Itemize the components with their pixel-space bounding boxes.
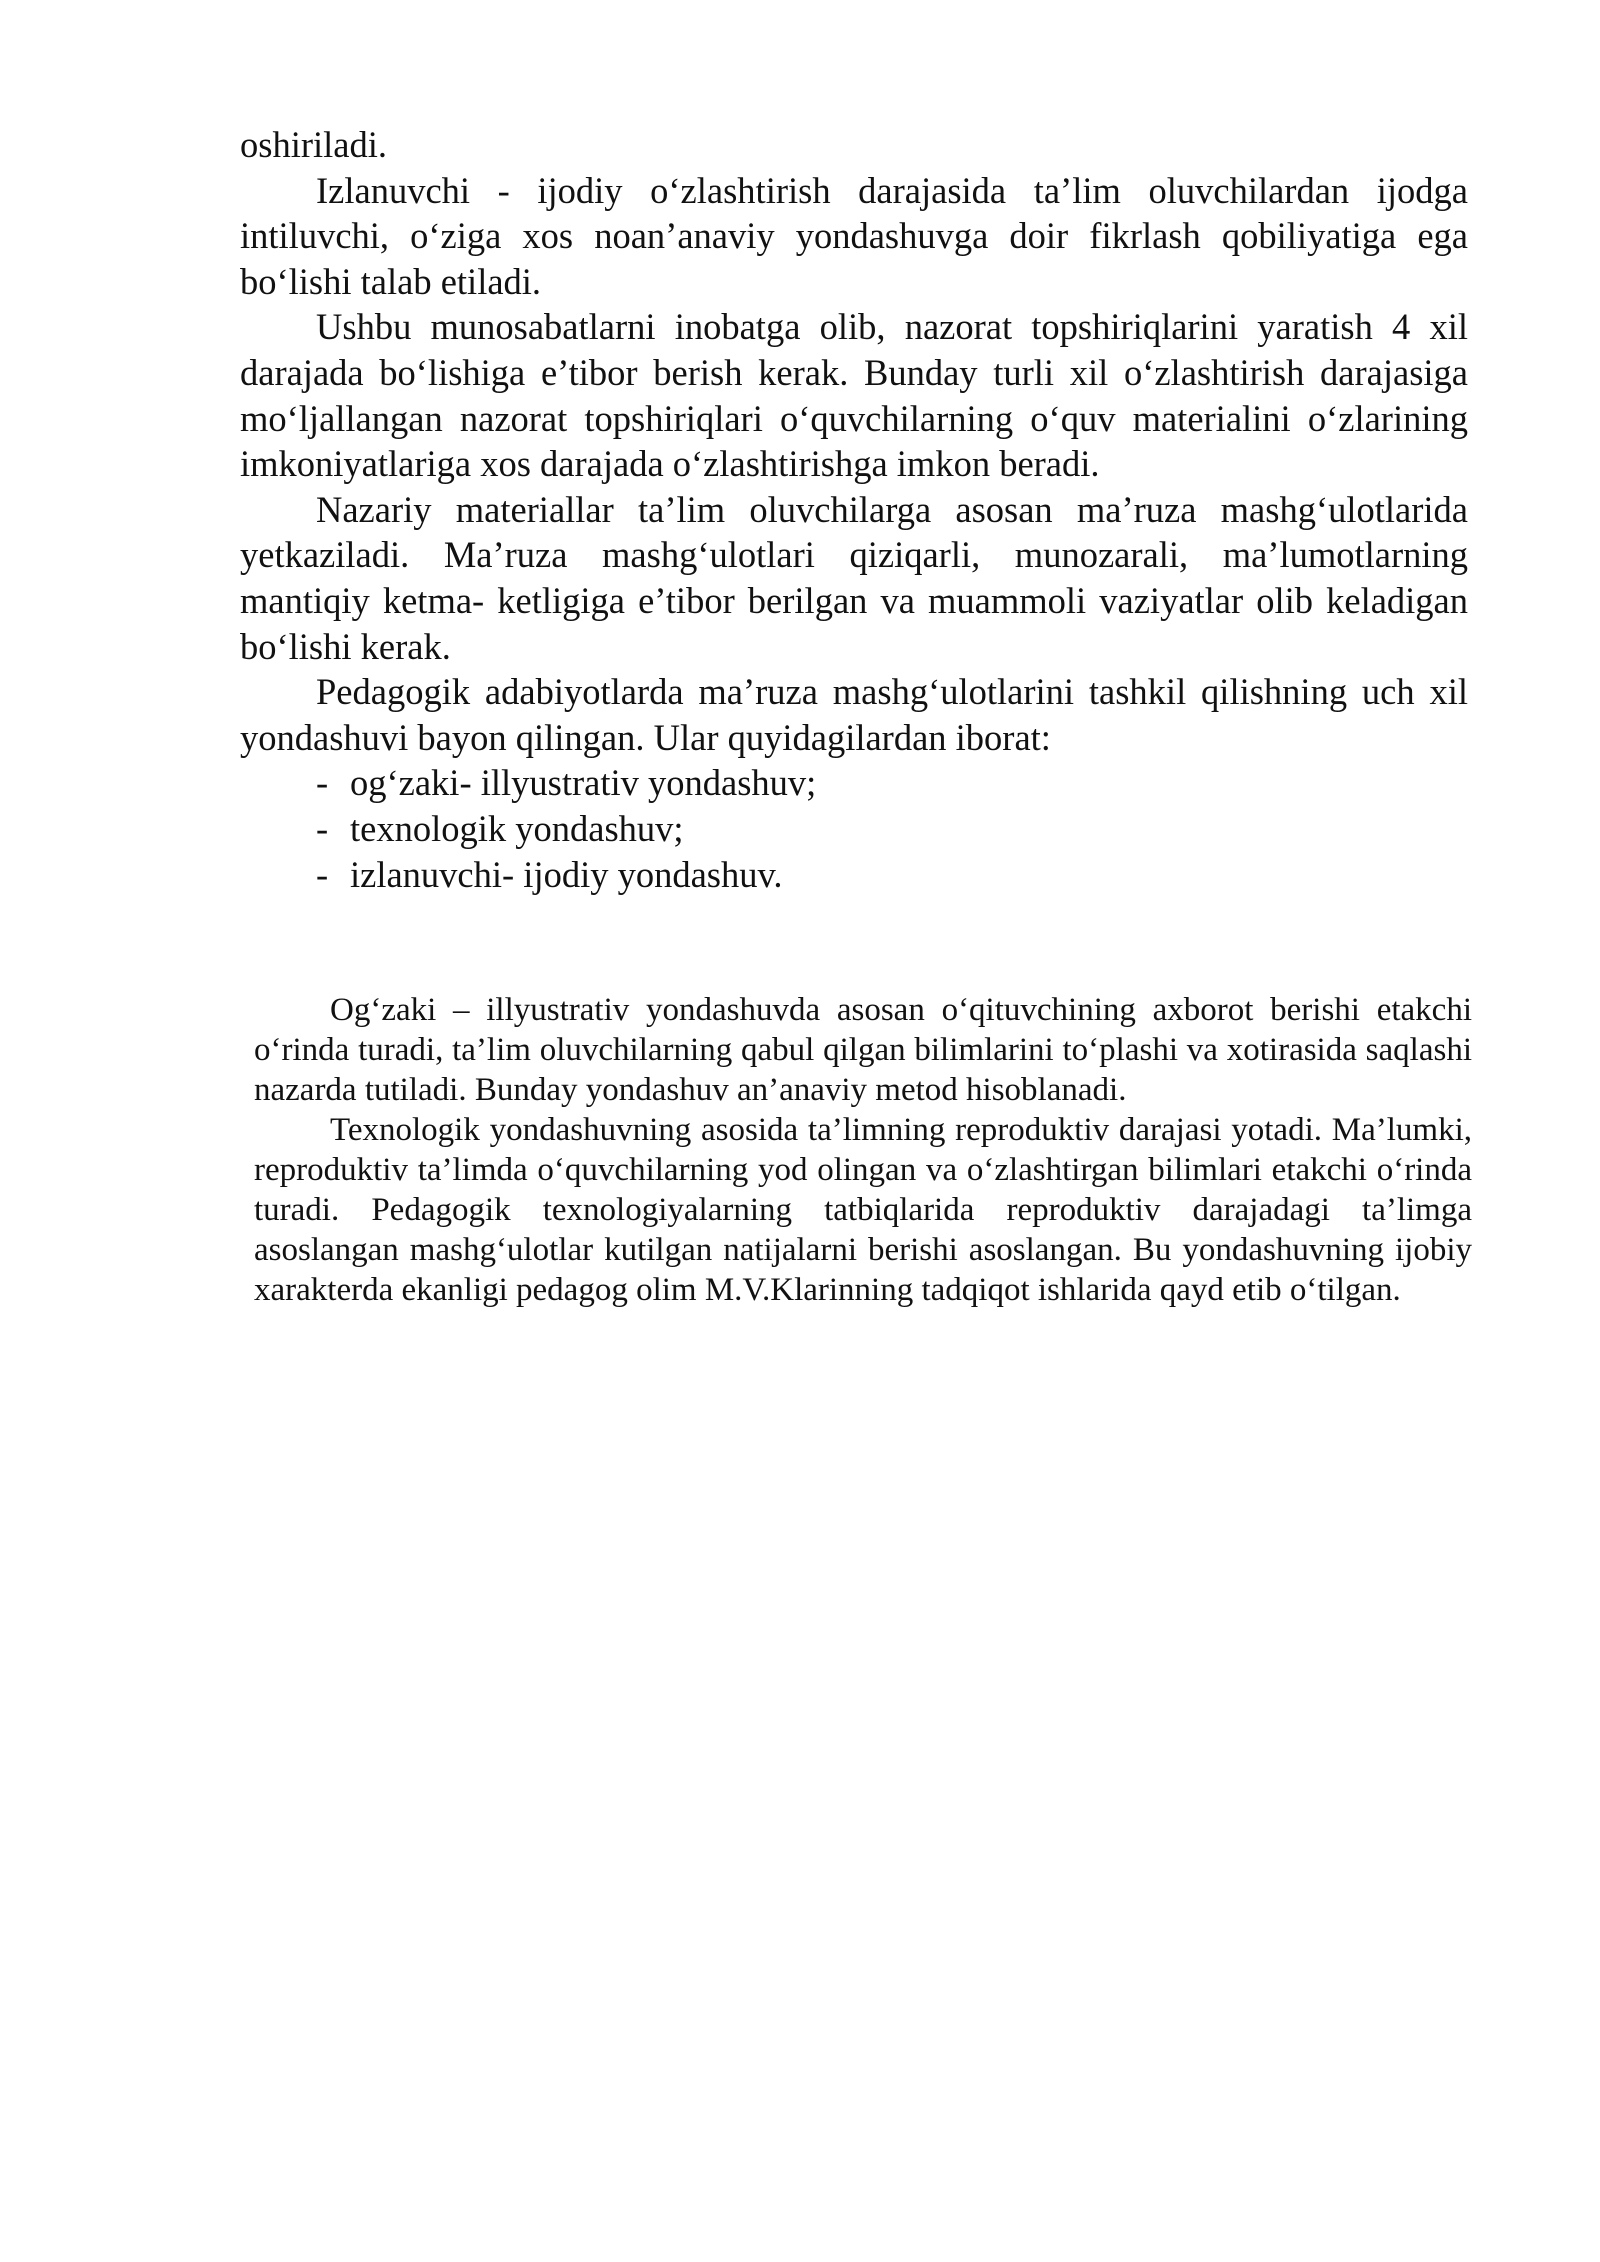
list-dash: - [316, 762, 329, 804]
list-item [240, 760, 1468, 806]
paragraph-pedagogik-adabiyotlar: Pedagogik adabiyotlarda ma’ruza mashg‘ulotlarini tashkil qilishning uch xil yondashuvi bayon qilingan. Ular quyidagilardan iborat: [240, 671, 1468, 758]
list-item-text: texnologik yondashuv; [350, 807, 684, 849]
text-block-lower [254, 990, 1472, 1310]
text-block-upper [240, 122, 1468, 897]
paragraph-continuation: oshiriladi. [240, 124, 387, 165]
list-item-text: og‘zaki- illyustrativ yondashuv; [350, 762, 817, 804]
list-dash: - [316, 853, 329, 895]
approach-list [240, 760, 1468, 897]
paragraph-ogzaki-illyustrativ: Og‘zaki – illyustrativ yondashuvda asosan o‘qituvchining axborot berishi etakchi o‘rinda turadi, ta’lim oluvchilarning qabul qilgan bilimlarini to‘plashi va xotirasida saqlashi nazarda tutiladi. Bunday yondashuv an’anaviy metod hisoblanadi. [254, 992, 1472, 1108]
list-item [240, 852, 1468, 898]
list-dash: - [316, 807, 329, 849]
paragraph-texnologik-yondashuv: Texnologik yondashuvning asosida ta’limning reproduktiv darajasi yotadi. Ma’lumki, reproduktiv ta’limda o‘quvchilarning yod olingan va o‘zlashtirgan bilimlari etakchi o‘rinda turadi. Pedagogik texnologiyalarning tatbiqlarida reproduktiv darajadagi ta’limga asoslangan mashg‘ulotlar kutilgan natijalarni berishi asoslangan. Bu yondashuvning ijobiy xarakterda ekanligi pedagog olim M.V.Klarinning tadqiqot ishlarida qayd etib o‘tilgan. [254, 1112, 1472, 1308]
paragraph-nazariy-materiallar: Nazariy materiallar ta’lim oluvchilarga asosan ma’ruza mashg‘ulotlarida yetkaziladi. Ma’ruza mashg‘ulotlari qiziqarli, munozarali, ma’lumotlarning mantiqiy ketma- ketligiga e’tibor berilgan va muammoli vaziyatlar olib keladigan bo‘lishi kerak. [240, 488, 1468, 667]
list-item-text: izlanuvchi- ijodiy yondashuv. [350, 853, 783, 895]
list-item [240, 806, 1468, 852]
paragraph-izlanuvchi: Izlanuvchi - ijodiy o‘zlashtirish darajasida ta’lim oluvchilardan ijodga intiluvchi, o‘ziga xos noan’anaviy yondashuvga doir fikrlash qobiliyatiga ega bo‘lishi talab etiladi. [240, 169, 1468, 302]
paragraph-munosabatlar: Ushbu munosabatlarni inobatga olib, nazorat topshiriqlarini yaratish 4 xil darajada bo‘lishiga e’tibor berish kerak. Bunday turli xil o‘zlashtirish darajasiga mo‘ljallangan nazorat topshiriqlari o‘quvchilarning o‘quv materialini o‘zlarining imkoniyatlariga xos darajada o‘zlashtirishga imkon beradi. [240, 306, 1468, 485]
